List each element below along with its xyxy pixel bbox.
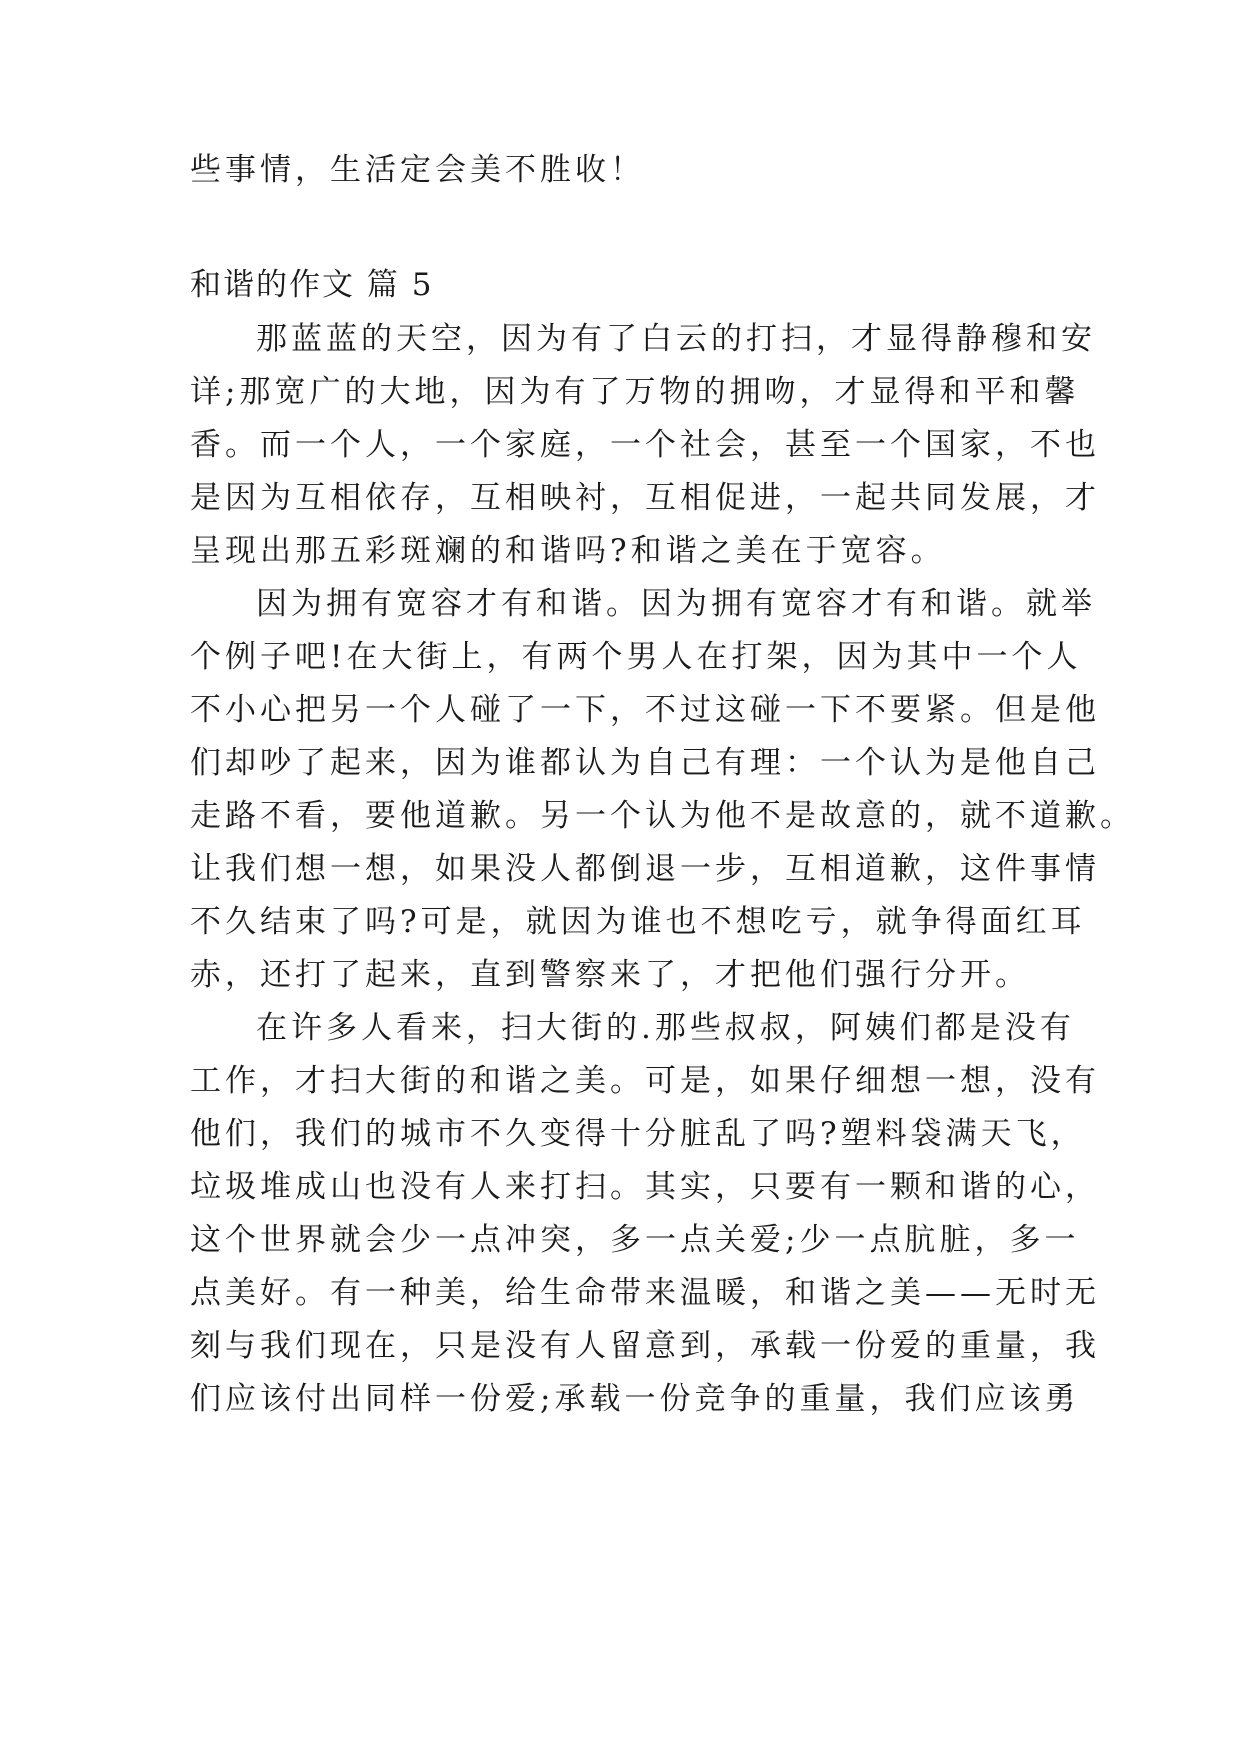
section-title: 和谐的作文 篇 5 (190, 267, 434, 303)
paragraph-line: 刻与我们现在，只是没有人留意到，承载一份爱的重量，我 (190, 1328, 1100, 1364)
paragraph-line: 们应该付出同样一份爱;承载一份竞争的重量，我们应该勇 (190, 1381, 1080, 1417)
paragraph-line: 这个世界就会少一点冲突，多一点关爱;少一点肮脏，多一 (190, 1222, 1080, 1258)
paragraph-line: 让我们想一想，如果没人都倒退一步，互相道歉，这件事情 (190, 851, 1100, 887)
paragraph-line: 呈现出那五彩斑斓的和谐吗?和谐之美在于宽容。 (190, 533, 946, 569)
paragraph-line: 个例子吧!在大街上，有两个男人在打架，因为其中一个人 (190, 639, 1082, 675)
paragraph-line: 不久结束了吗?可是，就因为谁也不想吃亏，就争得面红耳 (190, 904, 1086, 940)
paragraph-line: 们却吵了起来，因为谁都认为自己有理：一个认为是他自己 (190, 745, 1100, 781)
paragraph-line: 香。而一个人，一个家庭，一个社会，甚至一个国家，不也 (190, 427, 1100, 463)
paragraph-line: 那蓝蓝的天空，因为有了白云的打扫，才显得静穆和安 (256, 321, 1096, 357)
paragraph-line: 不小心把另一个人碰了一下，不过这碰一下不要紧。但是他 (190, 692, 1100, 728)
paragraph-line: 工作，才扫大街的和谐之美。可是，如果仔细想一想，没有 (190, 1063, 1100, 1099)
paragraph-line: 他们，我们的城市不久变得十分脏乱了吗?塑料袋满天飞， (190, 1116, 1086, 1152)
paragraph-line: 详;那宽广的大地，因为有了万物的拥吻，才显得和平和馨 (190, 374, 1080, 410)
paragraph-line: 垃圾堆成山也没有人来打扫。其实，只要有一颗和谐的心， (190, 1169, 1100, 1205)
paragraph-line: 点美好。有一种美，给生命带来温暖，和谐之美——无时无 (190, 1275, 1100, 1311)
paragraph-line: 走路不看，要他道歉。另一个认为他不是故意的，就不道歉。 (190, 798, 1135, 834)
paragraph-line: 因为拥有宽容才有和谐。因为拥有宽容才有和谐。就举 (256, 586, 1096, 622)
paragraph-line: 是因为互相依存，互相映衬，互相促进，一起共同发展，才 (190, 480, 1100, 516)
text-line: 些事情，生活定会美不胜收！ (190, 152, 645, 188)
paragraph-line: 赤，还打了起来，直到警察来了，才把他们强行分开。 (190, 957, 1030, 993)
paragraph-line: 在许多人看来，扫大街的.那些叔叔，阿姨们都是没有 (256, 1010, 1075, 1046)
